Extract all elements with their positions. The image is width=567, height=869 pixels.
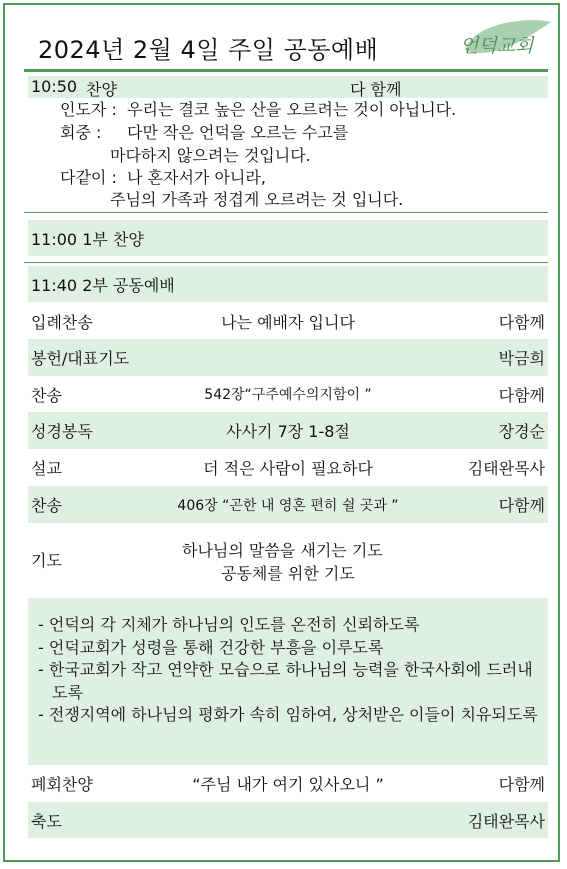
order-person: 다함께 — [498, 312, 545, 332]
page-title: 2024년 2월 4일 주일 공동예배 — [38, 36, 379, 64]
section-divider — [24, 212, 548, 213]
reading-speaker: 인도자 : — [60, 100, 117, 119]
reading-speaker: 회중 : — [60, 123, 102, 142]
order-row — [28, 412, 548, 449]
opening-who: 다 함께 — [350, 80, 402, 99]
first-part-label: 11:00 1부 찬양 — [31, 229, 144, 249]
order-person: 다함께 — [498, 385, 545, 405]
order-label: 봉헌/대표기도 — [31, 349, 130, 368]
reading-line: 우리는 결코 높은 산을 오르려는 것이 아닙니다. — [127, 100, 457, 119]
prayer-item: - 언덕의 각 지체가 하나님의 인도를 온전히 신뢰하도록 — [38, 615, 420, 634]
order-title: 542장“구주예수의지함이 ” — [204, 387, 372, 403]
prayer-item: - 한국교회가 작고 연약한 모습으로 하나님의 능력을 한국사회에 드러내도록 — [38, 660, 533, 702]
prayer-item: - 전쟁지역에 하나님의 평화가 속히 임하여, 상처받은 이들이 치유되도록 — [38, 705, 538, 724]
order-row — [28, 303, 548, 339]
closing-title: “주님 내가 여기 있사오니 ” — [192, 775, 384, 794]
opening-header — [28, 76, 548, 98]
order-person: 장경순 — [498, 422, 545, 441]
second-part-label: 11:40 2부 공동예배 — [31, 275, 175, 295]
prayer-title: 하나님의 말씀을 새기는 기도 — [182, 541, 383, 560]
reading-line: 다만 작은 언덕을 오르는 수고를 — [127, 123, 349, 142]
reading-line: 마다하지 않으려는 것입니다. — [110, 146, 311, 165]
prayer-item: - 언덕교회가 성령을 통해 건강한 부흥을 이루도록 — [38, 637, 384, 657]
order-row — [28, 449, 548, 486]
section-divider — [24, 262, 548, 263]
prayer-subtitle: 공동체를 위한 기도 — [221, 564, 355, 583]
reading-line: 주님의 가족과 정겹게 오르려는 것 입니다. — [110, 190, 404, 209]
prayer-topics — [28, 598, 548, 765]
title-divider — [24, 69, 548, 72]
responsive-reading — [28, 99, 548, 209]
order-person: 박금희 — [498, 349, 545, 368]
closing-label: 폐회찬양 — [31, 775, 93, 794]
order-label: 찬송 — [31, 496, 62, 515]
order-title: 더 적은 사람이 필요하다 — [203, 459, 373, 478]
prayer-label: 기도 — [31, 551, 62, 570]
closing-row — [28, 765, 548, 802]
order-person: 다함께 — [498, 496, 545, 515]
first-part-header — [28, 220, 548, 256]
order-label: 찬송 — [31, 385, 62, 405]
order-title: 나는 예배자 입니다 — [221, 312, 355, 332]
blessing-label: 축도 — [31, 811, 62, 831]
opening-item: 찬양 — [86, 80, 117, 99]
reading-line: 나 혼자서가 아니라, — [127, 168, 266, 187]
church-logo — [455, 16, 555, 66]
svg-text:언덕교회: 언덕교회 — [460, 35, 534, 57]
order-title: 406장 “곤한 내 영혼 편히 쉴 곳과 ” — [177, 497, 399, 514]
order-row — [28, 486, 548, 523]
order-label: 성경봉독 — [31, 422, 93, 441]
opening-time: 10:50 — [31, 77, 78, 96]
order-label: 설교 — [31, 459, 62, 478]
order-person: 김태완목사 — [467, 459, 545, 478]
reading-speaker: 다같이 : — [60, 168, 117, 187]
blessing-person: 김태완목사 — [467, 811, 545, 831]
blessing-row — [28, 802, 548, 838]
closing-person: 다함께 — [498, 775, 545, 794]
order-title: 사사기 7장 1-8절 — [226, 422, 350, 441]
prayer-section — [28, 523, 548, 596]
order-label: 입례찬송 — [31, 312, 93, 332]
order-row — [28, 339, 548, 376]
second-part-header — [28, 266, 548, 302]
order-row — [28, 376, 548, 412]
